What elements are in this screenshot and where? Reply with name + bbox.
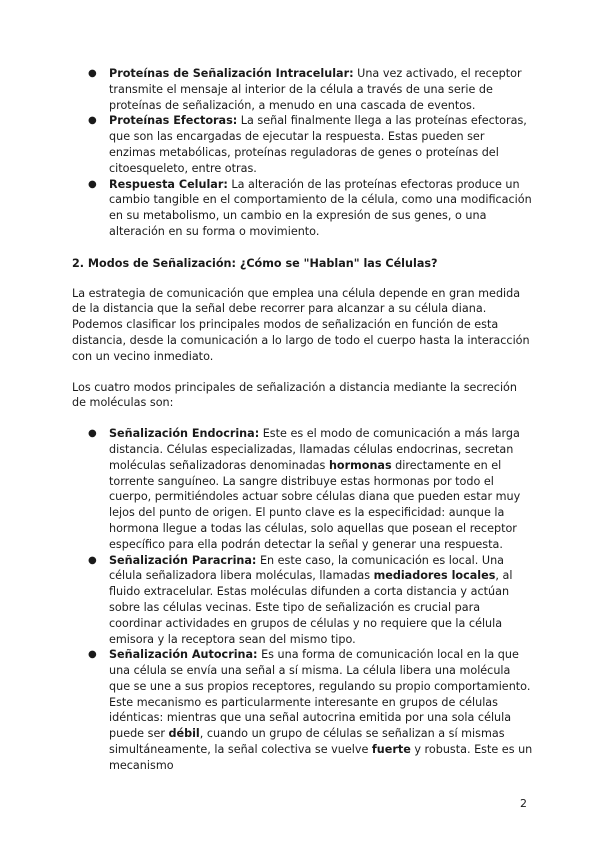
list-item-text: Una vez activado, el receptor transmite el mensaje al interior de la célula a través de una serie de proteínas de señalización, a menudo en una cascada de eventos. [109, 67, 522, 112]
mode-text: directamente en el torrente sanguíneo. La sangre distribuye estas hormonas por todo el cuerpo, permitiéndoles actuar sobre células diana que pueden estar muy lejos del punto de origen. El punto clave es la especificidad: aunque la hormona llegue a todas las células, solo aquellas que posean el receptor específico para ella podrán detectar la señal y generar una respuesta. [109, 458, 521, 551]
mode-keyword: débil [168, 727, 200, 741]
list-item-text: La señal finalmente llega a las proteínas efectoras, que son las encargadas de ejecutar la respuesta. Estas pueden ser enzimas metabólicas, proteínas reguladoras de genes o proteínas del citoesqueleto, entre otras. [109, 114, 527, 175]
page-number: 2 [520, 797, 527, 810]
mode-term: Señalización Autocrina: [109, 648, 258, 662]
list-item [72, 113, 534, 176]
mode-paracrine [72, 553, 534, 648]
list-item [72, 66, 534, 113]
mode-text: Es una forma de comunicación local en la que una célula se envía una señal a sí misma. La célula libera una molécula que se une a sus propios receptores, regulando su propio comportamiento. Este mecanismo es particularmente interesante en grupos de células idénticas: mientras que una señal autocrina emitida por una sola célula puede ser [109, 648, 531, 741]
mode-text: , al fluido extracelular. Estas moléculas difunden a corta distancia y actúan sobre las células vecinas. Este tipo de señalización es crucial para coordinar actividades en grupos de células y no requiere que la célula emisora y la receptora sean del mismo tipo. [109, 569, 513, 646]
mode-keyword: hormonas [328, 458, 392, 472]
mode-text: y robusta. Este es un mecanismo [109, 743, 533, 772]
mode-text: En este caso, la comunicación es local. Una célula señalizadora libera moléculas, llamadas [109, 553, 505, 583]
mode-text: Este es el modo de comunicación a más larga distancia. Células especializadas, llamadas células endocrinas, secretan moléculas señalizadoras denominadas [109, 427, 520, 472]
list-item-term: Proteínas Efectoras: [109, 114, 238, 128]
mode-text: , cuando un grupo de células se señalizan a sí mismas simultáneamente, la señal colectiva se vuelve [109, 727, 505, 757]
mode-autocrine [72, 647, 534, 773]
signaling-components-list [72, 66, 534, 240]
bullet-icon: ● [88, 649, 97, 661]
section-heading: 2. Modos de Señalización: ¿Cómo se "Hablan" las Células? [72, 256, 438, 270]
mode-term: Señalización Paracrina: [109, 553, 257, 567]
modes-intro-paragraph: Los cuatro modos principales de señalización a distancia mediante la secreción de moléculas son: [72, 380, 517, 410]
bullet-icon: ● [88, 428, 97, 440]
mode-term: Señalización Endocrina: [109, 427, 260, 441]
bullet-icon: ● [88, 68, 97, 79]
bullet-icon: ● [88, 554, 97, 566]
bullet-icon: ● [88, 178, 97, 190]
mode-keyword: fuerte [371, 743, 411, 757]
signaling-modes-list [72, 426, 534, 774]
list-item-text: La alteración de las proteínas efectoras produce un cambio tangible en el comportamiento de la célula, como una modificación en su metabolismo, un cambio en la expresión de sus genes, o una alteración en su forma o movimiento. [109, 177, 532, 238]
intro-paragraph: La estrategia de comunicación que emplea una célula depende en gran medida de la distancia que la señal debe recorrer para alcanzar a su célula diana. Podemos clasificar los principales modos de señalización en función de esta distancia, desde la comunicación a lo largo de todo el cuerpo hasta la interacción con un vecino inmediato. [72, 286, 530, 363]
mode-endocrine [72, 426, 534, 552]
list-item [72, 177, 534, 240]
list-item-term: Respuesta Celular: [109, 177, 228, 191]
mode-keyword: mediadores locales [373, 569, 496, 583]
page-content [72, 66, 534, 774]
list-item-term: Proteínas de Señalización Intracelular: [109, 67, 354, 80]
bullet-icon: ● [88, 115, 97, 127]
